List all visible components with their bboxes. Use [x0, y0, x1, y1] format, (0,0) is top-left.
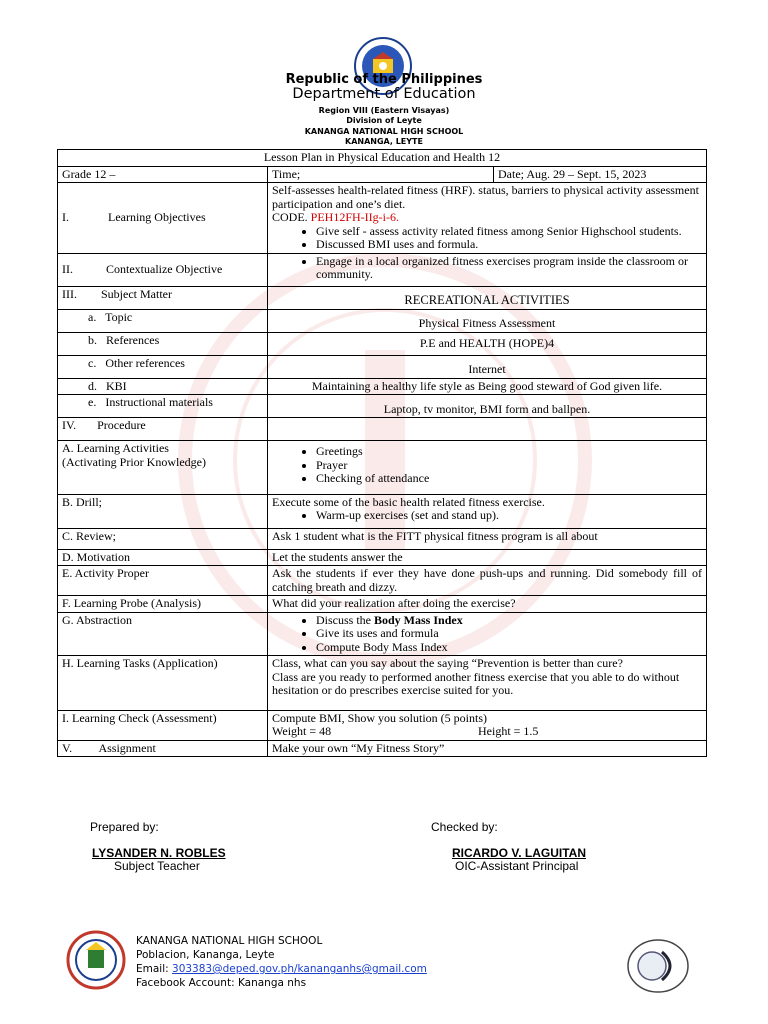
objectives-list [272, 225, 702, 252]
time-cell: Time; [268, 166, 494, 183]
activity-proper-value: Ask the students if ever they have done push-ups and running. Did somebody fill of catching breath and dizzy. [268, 566, 707, 596]
table-row [58, 253, 707, 286]
table-row [58, 183, 707, 254]
list-item: • Compute Body Mass Index [316, 641, 702, 655]
table-row [58, 395, 707, 418]
learning-activities-cell [268, 441, 707, 495]
table-row [58, 596, 707, 613]
assignment-label: V. Assignment [58, 740, 268, 757]
list-item: • Discussed BMI uses and formula. [316, 238, 702, 252]
motivation-label: D. Motivation [58, 549, 268, 566]
table-row [58, 656, 707, 711]
lesson-plan-table [57, 149, 707, 757]
list-item: • Give self - assess activity related fitness among Senior Highschool students. [316, 225, 702, 239]
prepared-by-name: LYSANDER N. ROBLES [92, 846, 226, 860]
table-row [58, 378, 707, 395]
prepared-by-label: Prepared by: [90, 820, 159, 834]
abstraction-cell [268, 612, 707, 656]
table-row [58, 740, 707, 757]
footer-email-label: Email: [136, 963, 173, 975]
footer-contact [136, 934, 427, 990]
review-value: Ask 1 student what is the FITT physical fitness program is all about [268, 528, 707, 549]
header-division: Division of Leyte [346, 116, 422, 125]
contextualize-label: II. Contextualize Objective [58, 253, 268, 286]
plan-title: Lesson Plan in Physical Education and Health 12 [58, 150, 707, 167]
table-row [58, 418, 707, 441]
table-row [58, 441, 707, 495]
subject-matter-label: III. Subject Matter [58, 286, 268, 309]
header-republic: Republic of the Philippines [285, 72, 483, 87]
references-label: b. References [58, 332, 268, 355]
list-item: • Give its uses and formula [316, 627, 702, 641]
list-item: • Checking of attendance [316, 472, 702, 486]
header-school: KANANGA NATIONAL HIGH SCHOOL [304, 127, 464, 136]
kbi-value: Maintaining a healthy life style as Being good steward of God given life. [268, 378, 707, 395]
school-emblem-logo [626, 938, 690, 994]
contextualize-cell [268, 253, 707, 286]
table-row [58, 309, 707, 332]
list-item: • Greetings [316, 445, 702, 459]
table-row [58, 355, 707, 378]
instructional-materials-value: Laptop, tv monitor, BMI form and ballpen. [268, 395, 707, 418]
code-label: CODE. [272, 210, 311, 224]
other-references-value: Internet [268, 355, 707, 378]
learning-tasks-text-2: Class are you ready to performed another fitness exercise that you able to do without hesitation or do prescribes exercise suited for you. [272, 669, 680, 697]
procedure-label: IV. Procedure [58, 418, 268, 441]
grade-cell: Grade 12 – [58, 166, 268, 183]
table-row [58, 549, 707, 566]
height-value: Height = 1.5 [478, 724, 539, 738]
learning-check-values [272, 725, 702, 739]
footer-address: Poblacion, Kananga, Leyte [136, 949, 275, 961]
date-cell: Date; Aug. 29 – Sept. 15, 2023 [494, 166, 707, 183]
table-row [58, 286, 707, 309]
activity-proper-label: E. Activity Proper [58, 566, 268, 596]
other-references-label: c. Other references [58, 355, 268, 378]
topic-label: a. Topic [58, 309, 268, 332]
objectives-text: Self-assesses health-related fitness (HRF). status, barriers to physical activity assessment participation and one’s diet. [272, 183, 699, 211]
prepared-by-role: Subject Teacher [114, 859, 200, 873]
subject-matter-value: RECREATIONAL ACTIVITIES [268, 286, 707, 309]
learning-probe-label: F. Learning Probe (Analysis) [58, 596, 268, 613]
table-row [58, 332, 707, 355]
code-value: PEH12FH-IIg-i-6. [310, 210, 399, 224]
abstraction-bullet-text: Discuss the [316, 612, 374, 627]
objectives-label: I. Learning Objectives [58, 183, 268, 254]
table-row [58, 494, 707, 528]
learning-activities-subtitle: (Activating Prior Knowledge) [62, 454, 206, 469]
learning-activities-label [58, 441, 268, 495]
abstraction-label: G. Abstraction [58, 612, 268, 656]
learning-activities-title: A. Learning Activities [62, 441, 169, 455]
learning-check-cell [268, 710, 707, 740]
abstraction-bullet-bold: Body Mass Index [374, 612, 463, 627]
objectives-code [272, 211, 702, 225]
list-item [316, 614, 702, 628]
table-row [58, 612, 707, 656]
list-item: • Prayer [316, 459, 702, 473]
header-location: KANANGA, LEYTE [345, 137, 423, 146]
objectives-cell [268, 183, 707, 254]
drill-text: Execute some of the basic health related fitness exercise. [272, 494, 545, 509]
header-department: Department of Education [292, 86, 476, 102]
header-region: Region VIII (Eastern Visayas) [318, 106, 450, 115]
checked-by-role: OIC-Assistant Principal [455, 859, 579, 873]
instructional-materials-label: e. Instructional materials [58, 395, 268, 418]
drill-label: B. Drill; [58, 494, 268, 528]
learning-tasks-cell [268, 656, 707, 711]
learning-check-label: I. Learning Check (Assessment) [58, 710, 268, 740]
weight-value: Weight = 48 [272, 724, 332, 738]
school-logo [62, 930, 130, 990]
topic-value: Physical Fitness Assessment [268, 309, 707, 332]
checked-by-name: RICARDO V. LAGUITAN [452, 846, 587, 860]
references-value: P.E and HEALTH (HOPE)4 [268, 332, 707, 355]
table-row [58, 150, 707, 167]
motivation-value: Let the students answer the [268, 549, 707, 566]
list-item: • Engage in a local organized fitness exercises program inside the classroom or community. [316, 255, 702, 282]
learning-probe-value: What did your realization after doing the exercise? [268, 596, 707, 613]
footer-email-link[interactable]: 303383@deped.gov.ph/kananganhs@gmail.com [172, 963, 427, 975]
review-label: C. Review; [58, 528, 268, 549]
drill-cell [268, 494, 707, 528]
footer-email-line [136, 962, 427, 976]
learning-tasks-label: H. Learning Tasks (Application) [58, 656, 268, 711]
procedure-value [268, 418, 707, 441]
learning-tasks-text-1: Class, what can you say about the saying “Prevention is better than cure? [272, 656, 623, 670]
footer-school-name: KANANGA NATIONAL HIGH SCHOOL [136, 935, 323, 947]
table-row [58, 528, 707, 549]
table-row [58, 166, 707, 183]
list-item: • Warm-up exercises (set and stand up). [316, 509, 702, 523]
learning-check-text: Compute BMI, Show you solution (5 points) [272, 710, 488, 725]
assignment-value: Make your own “My Fitness Story” [268, 740, 707, 757]
table-row [58, 566, 707, 596]
footer-facebook: Facebook Account: Kananga nhs [136, 977, 307, 989]
kbi-label: d. KBI [58, 378, 268, 395]
checked-by-label: Checked by: [431, 820, 498, 834]
table-row [58, 710, 707, 740]
